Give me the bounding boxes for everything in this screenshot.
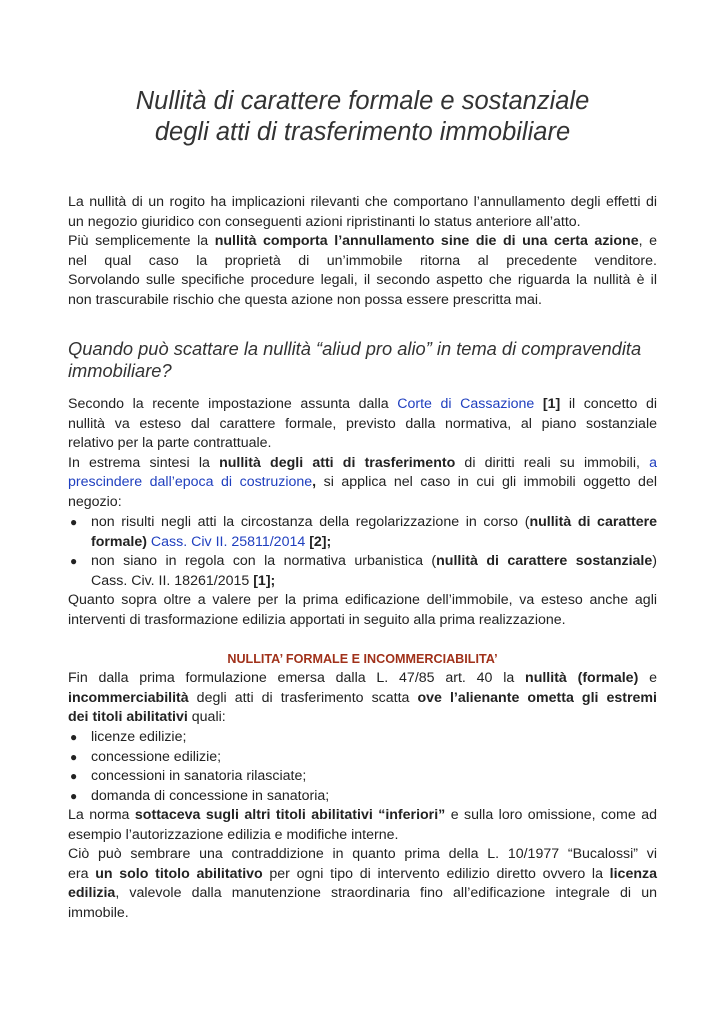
conditions-list [68,513,657,591]
text-line: dei titoli abilitativi quali: [68,709,226,726]
list-item: ● licenze edilizie; [68,728,657,748]
text-line: La norma sottaceva sugli altri titoli abilitativi “inferiori” e sulla loro omissione, come ad [68,807,657,823]
section1-paragraph1 [68,395,657,513]
list-item: ● domanda di concessione in sanatoria; [68,787,657,807]
text-line: immobile. [68,904,129,921]
text-line: negozio: [68,493,122,510]
title-line: degli atti di trasferimento immobiliare [154,118,571,146]
text-line: Più semplicemente la nullità comporta l’annullamento sine die di una certa azione, e [68,233,657,250]
cass-25811-link[interactable]: Cass. Civ II. 25811/2014 [146,533,306,550]
bullet-icon: ● [70,554,78,569]
text-line: La nullità di un rogito ha implicazioni rilevanti che comportano l’annullamento degli effetti di [68,194,657,210]
title-line: Nullità di carattere formale e sostanziale [135,87,590,115]
list-item: ● concessione edilizie; [68,748,657,768]
titles-list [68,728,657,806]
list-item: ● non siano in regola con la normativa urbanistica (nullità di carattere sostanziale) Cass. Civ. II. 18261/2015 [1]; [70,553,657,589]
text-line: edilizia, valevole dalla manutenzione straordinaria fino all’edificazione integrale di un [68,885,657,902]
section2-paragraph2 [68,806,657,924]
text-line: prescindere dall’epoca di costruzione, si applica nel caso in cui gli immobili oggetto del [68,474,657,491]
section1-paragraph3 [68,591,657,630]
list-item: ● non risulti negli atti la circostanza della regolarizzazione in corso (nullità di carattere formale) Cass. Civ II. 25811/2014 [2]; [70,514,658,550]
text-line: interventi di trasformazione edilizia apportati in seguito alla prima realizzazione. [68,611,566,628]
bullet-icon: ● [70,730,78,744]
text-line: Ciò può sembrare una contraddizione in quanto prima della L. 10/1977 “Bucalossi” vi [68,846,657,863]
text-line: relativo per la parte contrattuale. [68,435,272,452]
text-line: non trascurabile rischio che questa azione non possa essere prescritta mai. [68,291,542,308]
bold-text: nullità comporta l’annullamento sine die di una certa azione [214,233,639,250]
text-line: Secondo la recente impostazione assunta dalla Corte di Cassazione [1] il concetto di [68,396,657,412]
document-title [60,86,665,148]
intro-paragraph [68,193,657,311]
text-line: Quanto sopra oltre a valere per la prima edificazione dell’immobile, va esteso anche agli [68,592,657,608]
text-line: Fin dalla prima formulazione emersa dalla L. 47/85 art. 40 la nullità (formale) e [68,670,657,686]
section-heading: Quando può scattare la nullità “aliud pro alio” in tema di compravendita immobiliare? [68,338,642,381]
list-item: ● concessioni in sanatoria rilasciate; [68,767,657,787]
bullet-icon: ● [70,749,78,764]
text-line: nullità va esteso dal carattere formale, previsto dalla normativa, al piano sostanziale [68,415,657,432]
text-line: Sorvolando sulle specifiche procedure legali, il secondo aspetto che riguarda la nullità è il [68,272,657,289]
bullet-icon: ● [70,769,78,784]
bullet-icon: ● [70,788,78,803]
text-line: un negozio giuridico con conseguenti azioni ripristinanti lo status anteriore all’atto. [68,213,581,230]
text-line: esempio l’autorizzazione edilizia e modifiche interne. [68,826,399,843]
subsection-heading: NULLITA’ FORMALE E INCOMMERCIABILITA’ [227,652,498,666]
section2-paragraph1 [68,669,657,728]
cassazione-link[interactable]: Corte di Cassazione [397,396,535,412]
epoca-costruzione-link[interactable]: prescindere dall’epoca di costruzione [68,474,313,491]
text-line: incommerciabilità degli atti di trasferimento scatta ove l’alienante ometta gli estremi [68,689,657,706]
text-line: era un solo titolo abilitativo per ogni tipo di intervento edilizio diretto ovvero la licenza [68,865,657,882]
epoca-costruzione-link[interactable]: a [649,454,657,471]
bullet-icon: ● [70,515,78,529]
text-line: nel qual caso la proprietà di un’immobile ritorna al precedente venditore. [68,252,657,269]
text-line: In estrema sintesi la nullità degli atti di trasferimento di diritti reali su immobili, a [68,454,657,471]
